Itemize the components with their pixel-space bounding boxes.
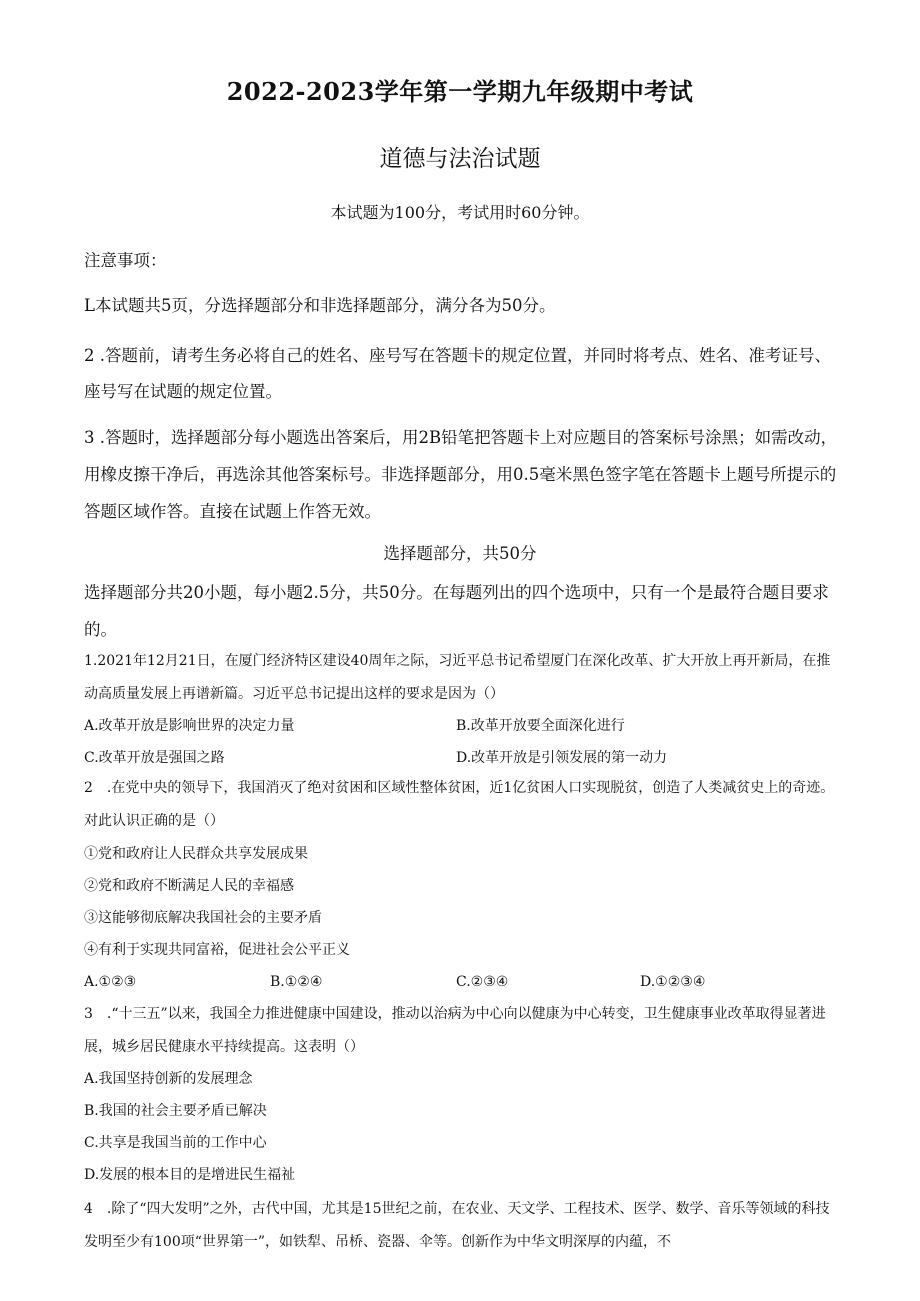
question-3-option-a: A.我国坚持创新的发展理念 bbox=[84, 1071, 253, 1087]
question-2-option-c: C.②③④ bbox=[456, 974, 509, 990]
question-4-stem: 4 .除了“四大发明”之外，古代中国，尤其是15世纪之前，在农业、天文学、工程技术、医学、数学、音乐等领域的科技发明至少有100项“世界第一”，如铁犁、吊桥、瓷器、伞等。创新作为中华文明深厚的内蕴，不 bbox=[84, 1201, 830, 1250]
question-2-option-d: D.①②③④ bbox=[640, 974, 706, 990]
question-2-statement-3: ③这能够彻底解决我国社会的主要矛盾 bbox=[84, 910, 322, 926]
question-2-statement-1: ①党和政府让人民群众共享发展成果 bbox=[84, 846, 308, 862]
question-1-option-b: B.改革开放要全面深化进行 bbox=[456, 718, 625, 734]
question-1-option-c: C.改革开放是强国之路 bbox=[84, 750, 225, 766]
note-item-2: 2 .答题前，请考生务必将自己的姓名、座号写在答题卡的规定位置，并同时将考点、姓名、准考证号、座号写在试题的规定位置。 bbox=[84, 346, 831, 401]
question-3-option-c: C.共享是我国当前的工作中心 bbox=[84, 1135, 267, 1151]
question-3-option-d: D.发展的根本目的是增进民生福祉 bbox=[84, 1167, 296, 1183]
section-intro: 选择题部分共20小题，每小题2.5分，共50分。在每题列出的四个选项中，只有一个是最符合题目要求的。 bbox=[84, 583, 829, 639]
exam-title: 2022-2023学年第一学期九年级期中考试 bbox=[226, 77, 694, 106]
question-3-option-b: B.我国的社会主要矛盾已解决 bbox=[84, 1103, 267, 1119]
question-1-option-d: D.改革开放是引领发展的第一动力 bbox=[456, 750, 668, 766]
notes-heading: 注意事项： bbox=[84, 251, 167, 270]
exam-subject: 道德与法治试题 bbox=[379, 146, 541, 172]
score-info: 本试题为100分，考试用时60分钟。 bbox=[330, 203, 590, 222]
question-1-stem: 1.2021年12月21日，在厦门经济特区建设40周年之际，习近平总书记希望厦门在深化改革、扩大开放上再开新局，在推动高质量发展上再谱新篇。习近平总书记提出这样的要求是因为（） bbox=[84, 653, 831, 702]
question-1-option-a: A.改革开放是影响世界的决定力量 bbox=[84, 718, 295, 734]
question-2-stem: 2 .在党中央的领导下，我国消灭了绝对贫困和区域性整体贫困，近1亿贫困人口实现脱贫，创造了人类减贫史上的奇迹。对此认识正确的是（） bbox=[84, 780, 835, 829]
note-item-3: 3 .答题时，选择题部分每小题选出答案后，用2B铅笔把答题卡上对应题目的答案标号涂黑；如需改动，用橡皮擦干净后，再选涂其他答案标号。非选择题部分，用0.5毫米黑色签字笔在答题卡上题号所提示的答题区域作答。直接在试题上作答无效。 bbox=[84, 428, 838, 521]
question-2-statement-2: ②党和政府不断满足人民的幸福感 bbox=[84, 878, 294, 894]
question-3-stem: 3 .“十三五”以来，我国全力推进健康中国建设，推动以治病为中心向以健康为中心转变，卫生健康事业改革取得显著进展，城乡居民健康水平持续提高。这表明（） bbox=[84, 1006, 826, 1055]
section-heading: 选择题部分，共50分 bbox=[383, 544, 537, 563]
question-2-statement-4: ④有利于实现共同富裕，促进社会公平正义 bbox=[84, 942, 350, 958]
note-item-1: L本试题共5页，分选择题部分和非选择题部分，满分各为50分。 bbox=[84, 296, 556, 315]
question-2-option-b: B.①②④ bbox=[270, 974, 323, 990]
question-2-option-a: A.①②③ bbox=[84, 974, 137, 990]
